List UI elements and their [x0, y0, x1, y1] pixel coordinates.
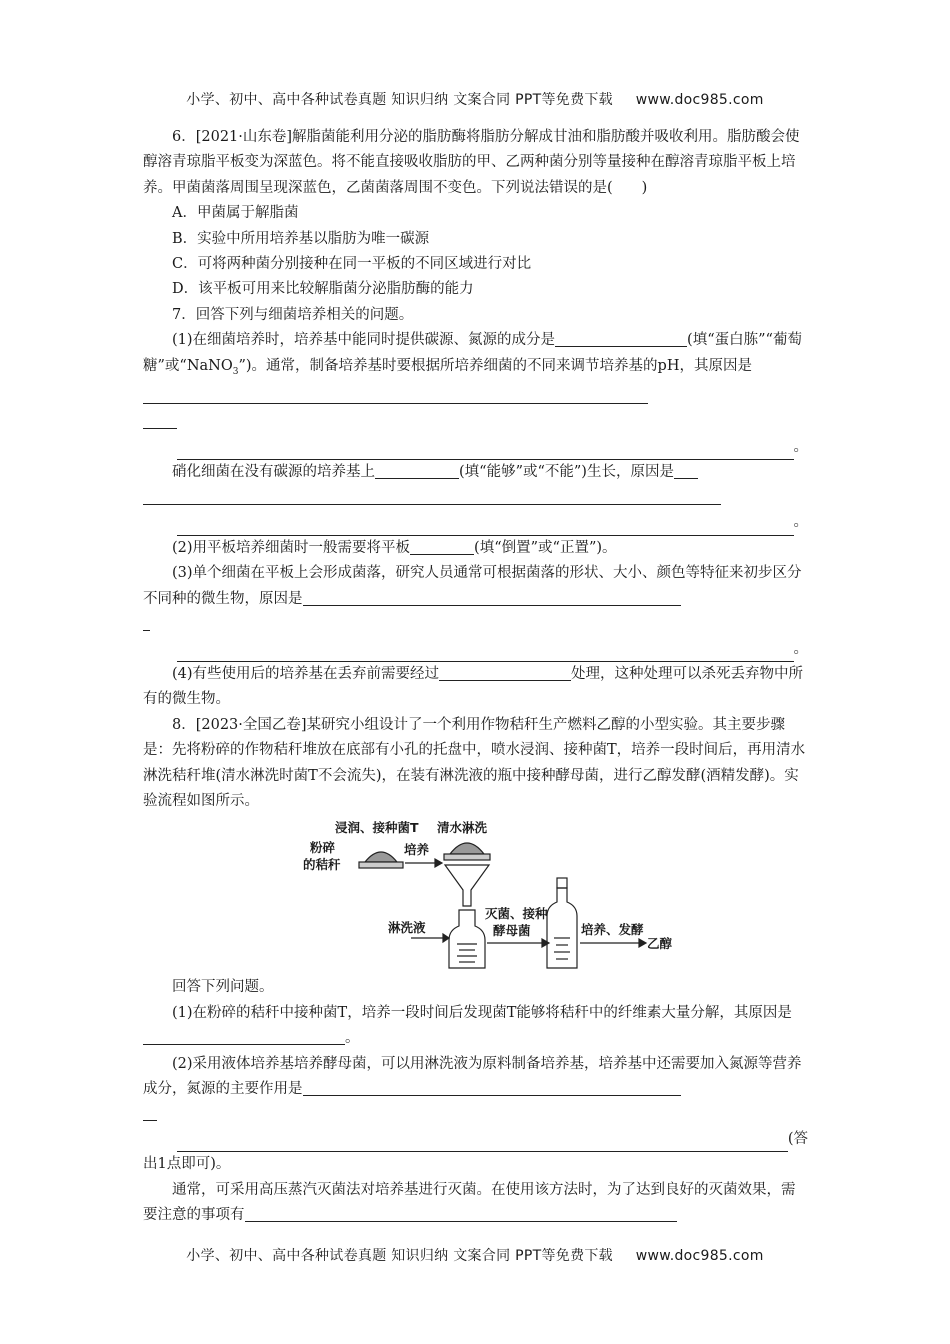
- q7-blank-row: [143, 486, 808, 511]
- q7-p5-text-b: 处理，这种处理可以杀死丢弃物中所有的微生物。: [143, 665, 804, 708]
- answer-blank[interactable]: [303, 589, 681, 606]
- q7-p3-text-a: (2)用平板培养细菌时一般需要将平板: [172, 539, 411, 556]
- answer-blank[interactable]: [439, 664, 571, 681]
- page-footer: [0, 1245, 950, 1265]
- q7-p1-sub: 3: [232, 366, 239, 377]
- q6-option-b: B．实验中所用培养基以脂肪为唯一碳源: [172, 230, 430, 247]
- q8-part3: [143, 1178, 808, 1229]
- q7-blank-row: [143, 612, 808, 637]
- answer-blank[interactable]: [143, 612, 150, 631]
- q6-stem: 6．[2021·山东卷]解脂菌能利用分泌的脂肪酶将脂肪分解成甘油和脂肪酸并吸收利用。脂肪酸会使醇溶青琼脂平板变为深蓝色。将不能直接吸收脂肪的甲、乙两种菌分别等量接种在醇溶青琼脂平板上培养。甲菌菌落周围呈现深蓝色，乙菌菌落周围不变色。下列说法错误的是( ): [143, 129, 800, 196]
- footer-text: 小学、初中、高中各种试卷真题 知识归纳 文案合同 PPT等免费下载: [186, 1248, 613, 1264]
- page-header: [0, 89, 950, 109]
- header-text: 小学、初中、高中各种试卷真题 知识归纳 文案合同 PPT等免费下载: [186, 92, 613, 108]
- answer-blank[interactable]: [177, 1133, 788, 1152]
- period: 。: [793, 514, 808, 531]
- answer-blank[interactable]: [245, 1205, 677, 1222]
- period: 。: [793, 640, 808, 657]
- answer-blank[interactable]: [410, 538, 474, 555]
- label-culture-ferment: 培养、发酵: [581, 922, 644, 938]
- q8-answer-row: [177, 1127, 808, 1152]
- q7-p3-text-b: (填“倒置”或“正置”)。: [474, 539, 617, 556]
- q7-p2-text-b: (填“能够”或“不能”)生长，原因是: [459, 464, 674, 481]
- flow-diagram-graphics: [143, 818, 808, 973]
- q7-p1-text-b: (填“蛋白胨”“葡萄糖”或“NaNO: [143, 332, 802, 374]
- q8-part1: [143, 1001, 808, 1052]
- label-crushed: 粉碎: [310, 840, 336, 856]
- q7-p2-text-a: 硝化细菌在没有碳源的培养基上: [172, 464, 375, 481]
- q7-answer-row: [177, 435, 808, 460]
- label-straw: 的秸秆: [303, 857, 341, 873]
- q7-part1: [143, 328, 808, 410]
- arrow-culture: [405, 859, 442, 867]
- page-body: [143, 125, 808, 1229]
- answer-blank[interactable]: [143, 410, 177, 429]
- q8-p1-text-b: 。: [345, 1030, 360, 1047]
- label-yeast: 酵母菌: [493, 923, 531, 939]
- label-eluate: 淋洗液: [388, 920, 426, 936]
- answer-blank[interactable]: [143, 1102, 157, 1121]
- q7-answer-row: [177, 511, 808, 536]
- straw-pile-left: [359, 852, 403, 868]
- answer-blank[interactable]: [177, 643, 794, 662]
- q6-option-c: C．可将两种菌分别接种在同一平板的不同区域进行对比: [172, 256, 532, 273]
- label-soak-inoculate: 浸润、接种菌T: [335, 820, 419, 836]
- q7-p5-text-a: (4)有些使用后的培养基在丢弃前需要经过: [172, 665, 440, 682]
- answer-blank[interactable]: [143, 387, 648, 404]
- q8-intro: 回答下列问题。: [172, 979, 274, 996]
- label-rinse: 清水淋洗: [437, 820, 488, 836]
- arrow-eluate: [411, 934, 449, 942]
- bottle-left: [449, 910, 485, 968]
- answer-blank[interactable]: [143, 486, 721, 505]
- arrow-ferment: [580, 939, 646, 947]
- label-culture: 培养: [404, 842, 430, 858]
- bottle-right: [547, 878, 577, 968]
- q8-p2-text: (2)采用液体培养基培养酵母菌，可以用淋洗液为原料制备培养基，培养基中还需要加入氮源等营养成分，氮源的主要作用是: [143, 1055, 802, 1098]
- q8-p4-text: 通常，可采用高压蒸汽灭菌法对培养基进行灭菌。在使用该方法时，为了达到良好的灭菌效果，需要注意的事项有: [143, 1181, 796, 1224]
- q6-option-a: A．甲菌属于解脂菌: [172, 205, 299, 222]
- q7-nitrifying: [143, 460, 808, 485]
- q7-blank-row: [143, 410, 808, 435]
- q7-part4: [143, 662, 808, 713]
- q7-part2: [143, 536, 808, 561]
- label-ethanol: 乙醇: [647, 936, 673, 952]
- period: 。: [793, 438, 808, 455]
- funnel: [445, 865, 489, 906]
- answer-blank[interactable]: [177, 517, 794, 536]
- answer-blank[interactable]: [143, 1028, 345, 1045]
- header-site: www.doc985.com: [635, 92, 764, 108]
- q7-stem: 7．回答下列与细菌培养相关的问题。: [172, 306, 414, 323]
- q8-stem: 8．[2023·全国乙卷]某研究小组设计了一个利用作物秸秆生产燃料乙醇的小型实验。其主要步骤是：先将粉碎的作物秸秆堆放在底部有小孔的托盘中，喷水浸润、接种菌T，培养一段时间后，再用清水淋洗秸秆堆(清水淋洗时菌T不会流失)，在装有淋洗液的瓶中接种酵母菌，进行乙醇发酵(酒精发酵)。实验流程如图所示。: [143, 716, 806, 810]
- answer-blank[interactable]: [674, 462, 698, 479]
- q8-p3-text-a: (答: [787, 1131, 808, 1148]
- arrow-sterilize: [487, 939, 549, 947]
- q7-p1-text-d: ”)。通常，制备培养基时要根据所培养细菌的不同来调节培养基的pH，其原因是: [238, 357, 752, 374]
- q7-p4-text: (3)单个细菌在平板上会形成菌落，研究人员通常可根据菌落的形状、大小、颜色等特征来初步区分不同种的微生物，原因是: [143, 565, 802, 607]
- experiment-flow-diagram: [143, 818, 808, 973]
- answer-blank[interactable]: [177, 441, 794, 460]
- answer-blank[interactable]: [555, 330, 687, 347]
- q8-blank-row: [143, 1102, 808, 1127]
- label-sterilize-inoculate: 灭菌、接种: [485, 906, 548, 922]
- q7-answer-row: [177, 637, 808, 662]
- q7-part3: [143, 561, 808, 612]
- q8-p1-text-a: (1)在粉碎的秸秆中接种菌T，培养一段时间后发现菌T能够将秸秆中的纤维素大量分解，其原因是: [172, 1004, 792, 1021]
- answer-blank[interactable]: [375, 462, 459, 479]
- footer-site: www.doc985.com: [635, 1248, 764, 1264]
- q8-p3-text-b: 出1点即可)。: [143, 1156, 231, 1173]
- q6-option-d: D．该平板可用来比较解脂菌分泌脂肪酶的能力: [172, 281, 474, 298]
- q7-p1-text-a: (1)在细菌培养时，培养基中能同时提供碳源、氮源的成分是: [172, 332, 556, 349]
- q8-part2: [143, 1052, 808, 1103]
- answer-blank[interactable]: [303, 1079, 681, 1096]
